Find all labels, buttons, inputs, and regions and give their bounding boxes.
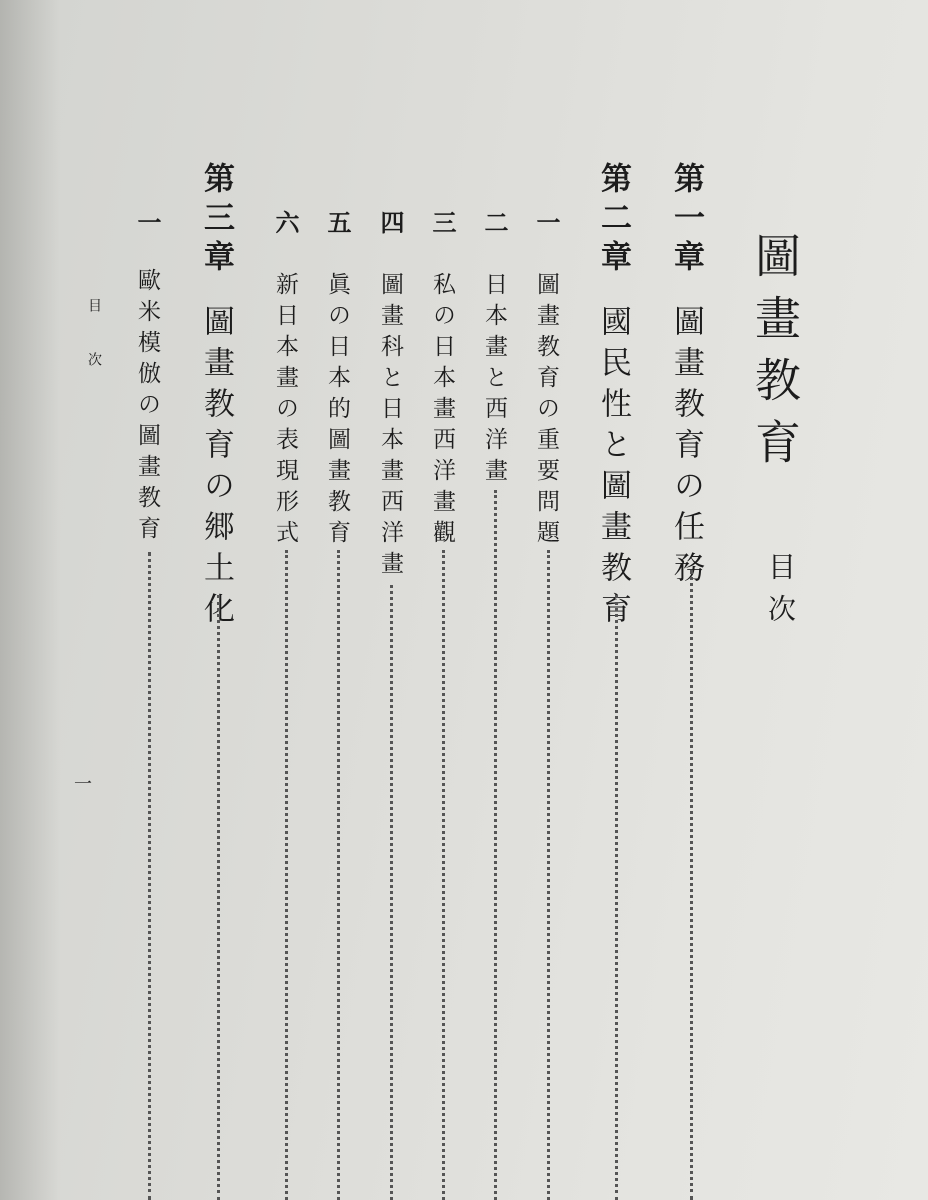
book-title: 圖畫教育 [748,232,802,480]
section-1-3-title: 私の日本畫西洋畫觀 [429,272,455,551]
section-3-1-number: 一 [133,210,162,234]
contents-heading: 目次 [764,552,797,636]
section-1-1-number: 一 [532,210,561,234]
section-1-4-number: 四 [376,210,405,234]
chapter-2-label: 第二章 [595,162,631,279]
chapter-1-label: 第一章 [668,162,704,279]
section-1-1-leader [547,550,550,1200]
section-1-1-title: 圖畫教育の重要問題 [533,272,559,551]
section-1-5-title: 眞の日本的圖畫教育 [324,272,350,551]
page-number: 一 [74,774,92,795]
chapter-1-leader [690,570,693,1200]
chapter-1-title: 圖畫教育の任務 [668,305,704,592]
chapter-2-title: 國民性と圖畫教育 [595,305,631,633]
section-1-6-title: 新日本畫の表現形式 [272,272,298,551]
section-1-5-number: 五 [323,210,352,234]
chapter-2-leader [615,595,618,1200]
section-1-3-leader [442,550,445,1200]
chapter-3-label: 第三章 [198,162,234,279]
section-1-3-number: 三 [428,210,457,234]
section-1-6-number: 六 [271,210,300,234]
page-shadow [0,0,60,1200]
section-1-6-leader [285,550,288,1200]
chapter-3-leader [217,595,220,1200]
chapter-3-title: 圖畫教育の郷土化 [198,305,234,633]
section-1-4-leader [390,585,393,1200]
section-1-2-title: 日本畫と西洋畫 [481,272,507,489]
section-1-4-title: 圖畫科と日本畫西洋畫 [377,272,403,582]
section-3-1-leader [148,552,151,1200]
section-1-5-leader [337,550,340,1200]
section-1-2-number: 二 [480,210,509,234]
section-3-1-title: 歐米模倣の圖畫教育 [134,268,160,547]
running-head: 目次 [86,298,102,406]
section-1-2-leader [494,490,497,1200]
